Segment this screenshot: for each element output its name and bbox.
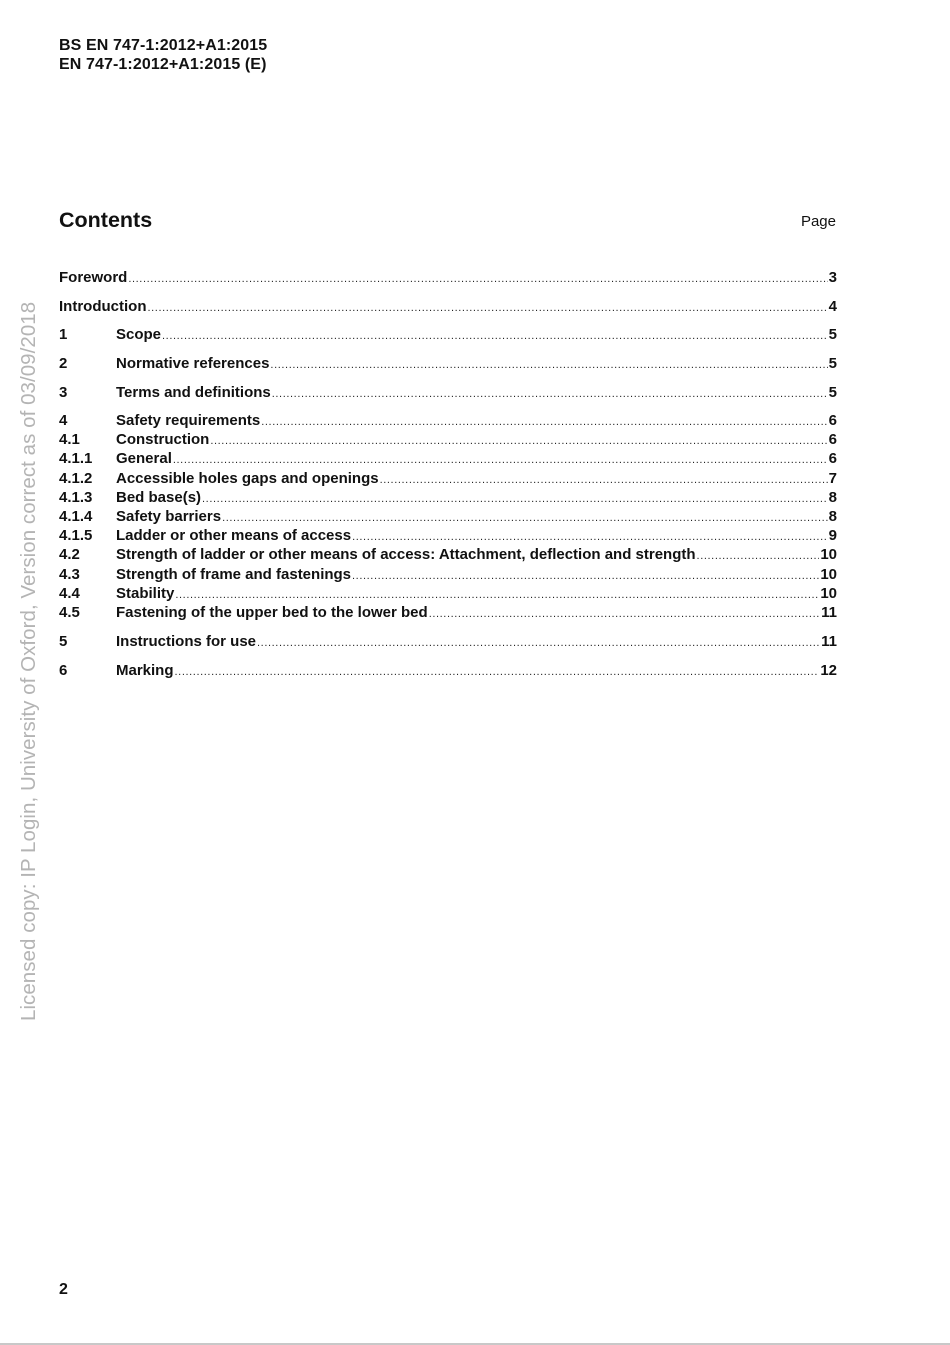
toc-entry-number: 2 xyxy=(59,355,68,372)
toc-entry-page: 5 xyxy=(828,355,837,372)
document-header xyxy=(59,36,267,74)
dot-leader xyxy=(128,270,827,289)
contents-heading: Contents xyxy=(59,208,153,232)
toc-entry-title: Terms and definitions xyxy=(116,384,271,401)
toc-entry-number: 6 xyxy=(59,662,68,679)
toc-entry-title: Construction xyxy=(116,431,210,448)
toc-entry-title: Marking xyxy=(116,662,174,679)
toc-entry-page: 9 xyxy=(828,527,837,544)
toc-entry-page: 10 xyxy=(820,566,837,583)
toc-entry-page: 4 xyxy=(828,298,837,315)
toc-entry-number: 4 xyxy=(59,412,68,429)
toc-entry-title: Ladder or other means of access xyxy=(116,527,352,544)
toc-entry[interactable] xyxy=(59,565,837,584)
dot-leader xyxy=(429,605,820,624)
toc-entry-page: 11 xyxy=(821,604,837,621)
toc-entry-page: 6 xyxy=(828,412,837,429)
toc-entry-page: 10 xyxy=(820,546,837,563)
toc-entry[interactable] xyxy=(59,268,837,287)
toc-entry-title: Foreword xyxy=(59,269,128,286)
page-number: 2 xyxy=(59,1281,68,1298)
toc-entry[interactable] xyxy=(59,430,837,449)
dot-leader xyxy=(270,356,827,375)
dot-leader xyxy=(162,327,828,346)
toc-entry-title: Stability xyxy=(116,585,175,602)
toc-entry-title: Accessible holes gaps and openings xyxy=(116,470,379,487)
toc-entry[interactable] xyxy=(59,603,837,622)
toc-entry-title: Instructions for use xyxy=(116,633,257,650)
toc-entry-number: 4.1.3 xyxy=(59,489,93,506)
toc-entry[interactable] xyxy=(59,584,837,603)
toc-entry-number: 5 xyxy=(59,633,68,650)
toc-entry-page: 3 xyxy=(828,269,837,286)
toc-entry-page: 8 xyxy=(828,489,837,506)
toc-entry[interactable] xyxy=(59,545,837,564)
toc-entry[interactable] xyxy=(59,383,837,402)
dot-leader xyxy=(257,634,820,653)
toc-entry[interactable] xyxy=(59,354,837,373)
standard-designation: BS EN 747-1:2012+A1:2015 xyxy=(59,37,268,54)
toc-entry-page: 5 xyxy=(828,326,837,343)
toc-entry-title: Introduction xyxy=(59,298,147,315)
toc-entry[interactable] xyxy=(59,526,837,545)
toc-entry-page: 11 xyxy=(821,633,837,650)
toc-entry-number: 4.1.4 xyxy=(59,508,93,525)
toc-entry[interactable] xyxy=(59,469,837,488)
toc-entry-number: 4.4 xyxy=(59,585,80,602)
dot-leader xyxy=(173,451,828,470)
toc-entry-title: Scope xyxy=(116,326,162,343)
toc-entry-title: Normative references xyxy=(116,355,270,372)
toc-entry-title: Fastening of the upper bed to the lower bed xyxy=(116,604,428,621)
toc-entry-number: 4.3 xyxy=(59,566,80,583)
dot-leader xyxy=(697,547,820,566)
toc-entry-number: 4.1.5 xyxy=(59,527,93,544)
toc-entry[interactable] xyxy=(59,325,837,344)
toc-entry-number: 4.5 xyxy=(59,604,80,621)
toc-entry-title: Strength of frame and fastenings xyxy=(116,566,352,583)
toc-entry[interactable] xyxy=(59,488,837,507)
toc-entry[interactable] xyxy=(59,507,837,526)
toc-entry-number: 4.1 xyxy=(59,431,80,448)
toc-entry-title: General xyxy=(116,450,172,467)
toc-entry-page: 7 xyxy=(828,470,837,487)
toc-entry-page: 12 xyxy=(820,662,837,679)
toc-entry-page: 10 xyxy=(820,585,837,602)
toc-entry-title: Safety requirements xyxy=(116,412,261,429)
toc-entry-number: 3 xyxy=(59,384,68,401)
toc-entry-page: 8 xyxy=(828,508,837,525)
dot-leader xyxy=(147,299,827,318)
dot-leader xyxy=(272,385,828,404)
standard-designation-en: EN 747-1:2012+A1:2015 (E) xyxy=(59,56,267,73)
page-column-label: Page xyxy=(800,213,836,230)
toc-entry-page: 5 xyxy=(828,384,837,401)
license-watermark: Licensed copy: IP Login, University of Oxford, Version correct as of 03/09/2018 xyxy=(17,301,40,1021)
toc-entry[interactable] xyxy=(59,632,837,651)
toc-entry-number: 4.2 xyxy=(59,546,80,563)
dot-leader xyxy=(175,663,820,682)
toc-entry-title: Bed base(s) xyxy=(116,489,202,506)
toc-entry-page: 6 xyxy=(828,431,837,448)
toc-entry[interactable] xyxy=(59,297,837,316)
toc-entry-title: Strength of ladder or other means of access: Attachment, deflection and strength xyxy=(116,546,696,563)
toc-entry-title: Safety barriers xyxy=(116,508,222,525)
toc-entry[interactable] xyxy=(59,661,837,680)
toc-entry-number: 4.1.2 xyxy=(59,470,93,487)
toc-entry[interactable] xyxy=(59,411,837,430)
toc-entry-page: 6 xyxy=(828,450,837,467)
toc-entry[interactable] xyxy=(59,449,837,468)
toc-entry-number: 1 xyxy=(59,326,68,343)
toc-entry-number: 4.1.1 xyxy=(59,450,93,467)
